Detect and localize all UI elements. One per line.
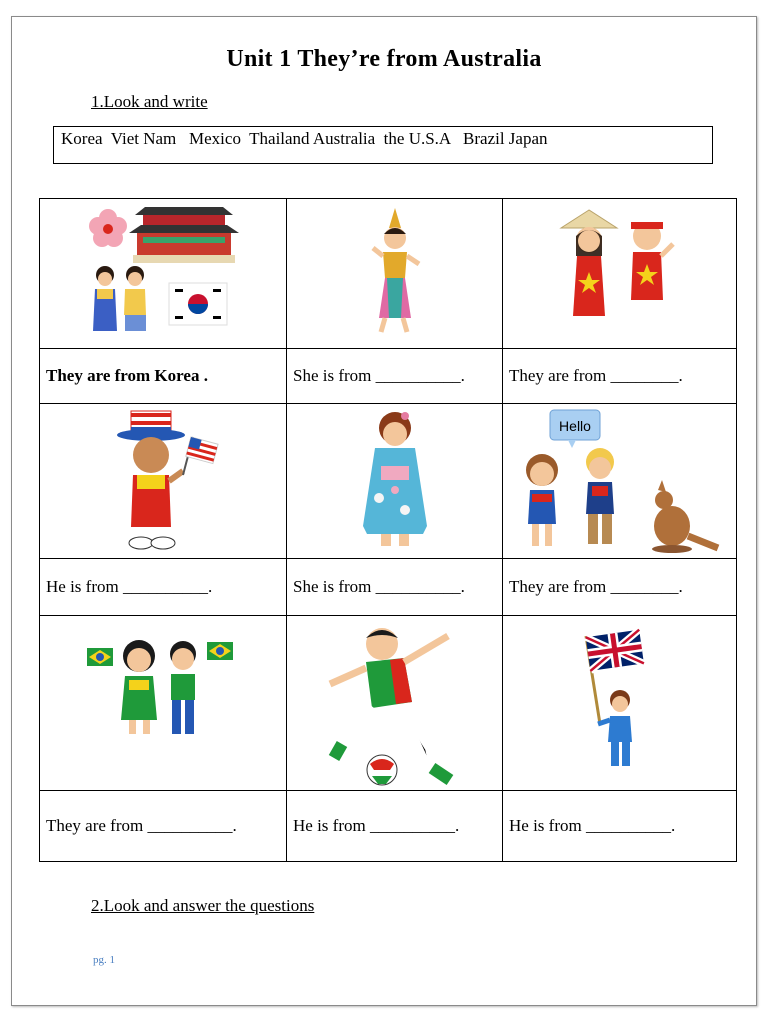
word-bank: Korea Viet Nam Mexico Thailand Australia the U.S.A Brazil Japan xyxy=(53,126,713,164)
kangaroo xyxy=(652,480,718,553)
soccer-ball xyxy=(367,755,397,785)
caption-cell xyxy=(503,348,737,404)
caption-thailand: She is from __________. xyxy=(293,366,465,386)
uncle-sam-boy-illustration xyxy=(103,407,223,555)
speech-bubble xyxy=(550,410,600,448)
kimono-girl-illustration xyxy=(345,406,445,556)
caption-cell xyxy=(287,791,503,862)
caption-cell xyxy=(287,559,503,616)
caption-australia: They are from ________. xyxy=(509,577,683,597)
caption-cell xyxy=(40,559,287,616)
caption-japan: She is from __________. xyxy=(293,577,465,597)
uk-picture-cell xyxy=(503,615,737,790)
section-2-heading: 2.Look and answer the questions xyxy=(91,896,315,915)
vietnam-children-illustration xyxy=(555,206,685,341)
australia-children-illustration xyxy=(512,406,727,556)
brazil-flag-right xyxy=(207,642,233,660)
caption-cell xyxy=(287,348,503,404)
caption-uk: He is from __________. xyxy=(509,816,676,836)
football-player-illustration xyxy=(320,618,470,788)
caption-usa: He is from __________. xyxy=(46,577,213,597)
caption-cell xyxy=(503,791,737,862)
uk-flag xyxy=(585,630,643,671)
korea-illustration xyxy=(83,203,243,343)
picture-grid xyxy=(39,198,737,862)
caption-cell xyxy=(503,559,737,616)
speech-bubble-text: Hello xyxy=(559,418,591,435)
thai-dancer-illustration xyxy=(345,206,445,341)
korea-flag xyxy=(169,283,227,325)
worksheet-title: Unit 1 They’re from Australia xyxy=(226,46,542,72)
brazil-picture-cell xyxy=(40,615,287,790)
section-1-heading: 1.Look and write xyxy=(91,92,208,111)
korea-picture-cell xyxy=(40,199,287,349)
japan-picture-cell xyxy=(287,404,503,559)
australia-picture-cell xyxy=(503,404,737,559)
uk-boy-illustration xyxy=(580,628,660,778)
caption-brazil: They are from __________. xyxy=(46,816,237,836)
brazil-flag-left xyxy=(87,648,113,666)
mexico-picture-cell xyxy=(287,615,503,790)
thailand-picture-cell xyxy=(287,199,503,349)
usa-picture-cell xyxy=(40,404,287,559)
korean-boy xyxy=(124,266,146,331)
caption-korea: They are from Korea . xyxy=(46,366,208,386)
caption-cell xyxy=(40,791,287,862)
page-number: pg. 1 xyxy=(93,954,115,966)
caption-mexico: He is from __________. xyxy=(293,816,460,836)
korean-girl xyxy=(93,266,117,331)
caption-cell xyxy=(40,348,287,404)
vietnam-picture-cell xyxy=(503,199,737,349)
brazil-children-illustration xyxy=(83,628,243,738)
usa-flag xyxy=(186,437,218,464)
caption-vietnam: They are from ________. xyxy=(509,366,683,386)
